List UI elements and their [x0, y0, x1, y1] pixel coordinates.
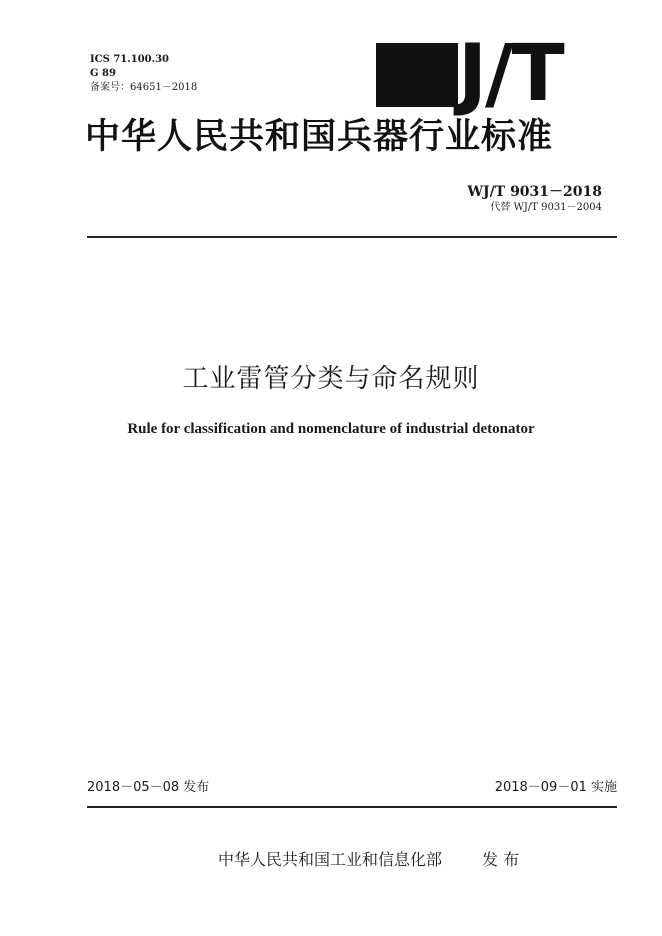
standard-logo: J/T [458, 29, 563, 119]
issue-date: 2018－05－08 发布 [87, 780, 210, 795]
document-title-chinese: 工业雷管分类与命名规则 [182, 364, 480, 394]
issuer-block [218, 848, 519, 872]
standard-number: WJ/T 9031－2018 [467, 184, 602, 200]
implementation-date: 2018－09－01 实施 [494, 780, 617, 795]
issuer-action: 发 布 [482, 850, 520, 869]
replaces-standard: 代替 WJ/T 9031－2004 [490, 202, 602, 213]
footer-divider [87, 806, 617, 808]
document-title-english: Rule for classification and nomenclature of industrial detonator [127, 421, 535, 437]
issuer-name: 中华人民共和国工业和信息化部 [218, 850, 443, 869]
classification-block [90, 53, 197, 95]
filing-number: 备案号：64651－2018 [90, 82, 198, 93]
ccs-code: G 89 [90, 68, 116, 79]
ics-code: ICS 71.100.30 [90, 54, 170, 65]
header-divider [87, 236, 617, 238]
organization-title: 中华人民共和国兵器行业标准 [85, 117, 554, 157]
logo-black-block [376, 43, 458, 107]
standard-number-block [467, 184, 602, 215]
